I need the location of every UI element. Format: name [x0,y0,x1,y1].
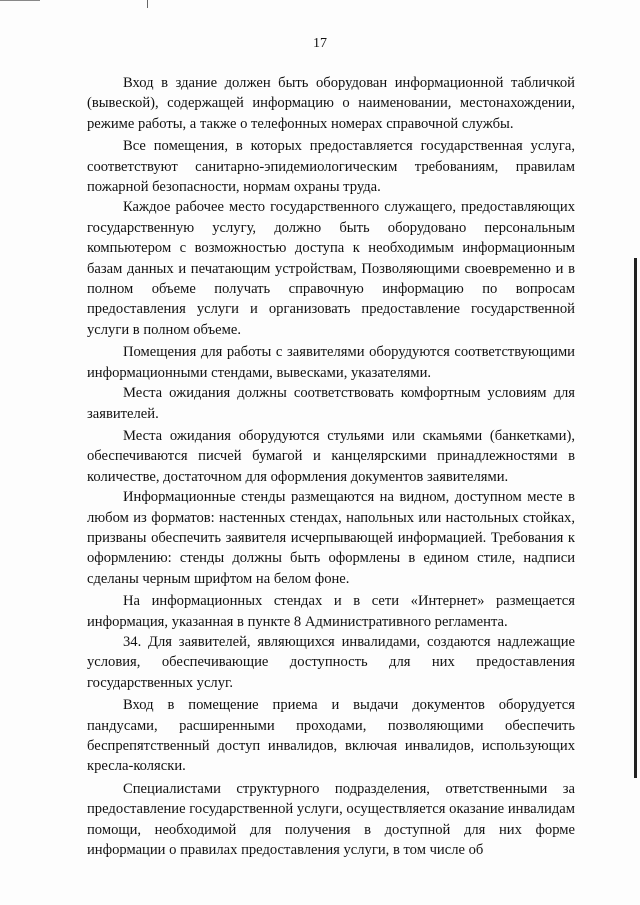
paragraph: Вход в помещение приема и выдачи документов оборудуется пандусами, расширенными проходами, позволяющими обеспечить беспрепятственный доступ инвалидов, включая инвалидов, использующих кресла-коляски. [87,697,575,775]
paragraph: Помещения для работы с заявителями оборудуются соответствующими информационными стендами, вывесками, указателями. [87,344,575,381]
document-body [87,73,575,860]
paragraph: Информационные стенды размещаются на видном, доступном месте в любом из форматов: настенных стендах, напольных или настольных стойках, призваны обеспечить заявителя исчерпывающей информацией. Требования к оформлению: стенды должны быть оформлены в едином стиле, надписи сделаны черным шрифтом на белом фоне. [87,489,575,587]
page-number: 17 [313,36,327,51]
paragraph: Места ожидания оборудуются стульями или скамьями (банкетками), обеспечиваются писчей бумагой и канцелярскими принадлежностями в количестве, достаточном для оформления документов заявителями. [87,427,575,485]
paragraph: На информационных стендах и в сети «Интернет» размещается информация, указанная в пункте 8 Административного регламента. [87,593,575,630]
scan-edge-mark [0,0,40,1]
paragraph: Вход в здание должен быть оборудован информационной табличкой (вывеской), содержащей информацию о наименовании, местонахождении, режиме работы, а также о телефонных номерах справочной службы. [87,75,575,132]
paragraph: Места ожидания должны соответствовать комфортным условиям для заявителей. [87,385,575,422]
scan-edge-mark [634,258,637,778]
paragraph: Специалистами структурного подразделения, ответственными за предоставление государственной услуги, осуществляется оказание инвалидам помощи, необходимой для получения в доступной для них форме информации о правилах предоставления услуги, в том числе об [87,780,575,859]
paragraph: 34. Для заявителей, являющихся инвалидами, создаются надлежащие условия, обеспечивающие доступность для них предоставления государственных услуг. [87,633,575,691]
scan-edge-mark [147,0,148,8]
paragraph: Каждое рабочее место государственного служащего, предоставляющих государственную услугу, должно быть оборудовано персональным компьютером с возможностью доступа к необходимым информационным базам данных и печатающим устройствам, Позволяющими своевременно и в полном объеме получать справочную информацию по вопросам предоставления услуги и организовать предоставление государственной услуги в полном объеме. [87,199,575,338]
paragraph: Все помещения, в которых предоставляется государственная услуга, соответствуют санитарно-эпидемиологическим требованиям, правилам пожарной безопасности, нормам охраны труда. [87,138,575,196]
